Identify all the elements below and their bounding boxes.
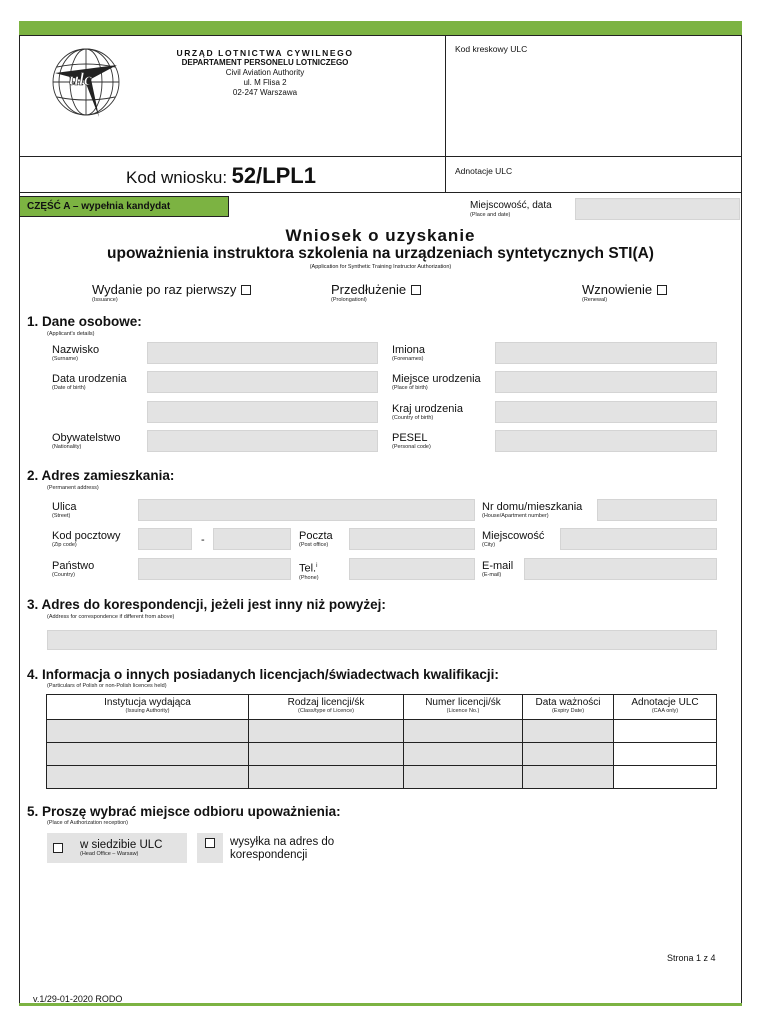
table-cell[interactable] [47, 743, 249, 766]
option-prolongation[interactable]: Przedłużenie (Prolongationl) [331, 283, 421, 304]
table-cell[interactable] [249, 766, 404, 789]
annotation-label: Adnotacje ULC [455, 166, 513, 176]
table-cell[interactable] [249, 743, 404, 766]
pob-field[interactable] [495, 371, 717, 393]
table-cell[interactable] [249, 720, 404, 743]
house-field[interactable] [597, 499, 717, 521]
issuance-checkbox[interactable] [241, 285, 251, 295]
pesel-label: PESEL (Personal code) [392, 432, 431, 450]
city-label: Miejscowość (City) [482, 530, 545, 548]
org-title: URZĄD LOTNICTWA CYWILNEGO [176, 48, 354, 58]
page-number: Strona 1 z 4 [667, 953, 716, 963]
house-label: Nr domu/mieszkania (House/Apartment number) [482, 501, 583, 519]
head-office-checkbox[interactable] [53, 843, 63, 853]
option-issuance[interactable]: Wydanie po raz pierwszy (Issuance) [92, 283, 251, 304]
table-cell[interactable] [47, 720, 249, 743]
pickup-option-head-office[interactable] [47, 833, 187, 863]
forenames-field[interactable] [495, 342, 717, 364]
top-bar [19, 21, 742, 35]
street-field[interactable] [138, 499, 475, 521]
nationality-field[interactable] [147, 430, 378, 452]
section-3-sub: (Address for correspondence if different from above) [47, 614, 175, 620]
renewal-checkbox[interactable] [657, 285, 667, 295]
section-1-sub: (Applicant's details) [47, 331, 95, 337]
section-2-sub: (Permanent address) [47, 485, 99, 491]
phone-label: Tel.$^i$ (Phone) [299, 562, 319, 581]
table-cell[interactable] [523, 766, 614, 789]
dob-label: Data urodzenia (Date of birth) [52, 373, 127, 391]
org-block [140, 48, 390, 98]
page-title-sub: (Application for Synthetic Training Instructor Authorization) [309, 264, 452, 270]
col-caa-annotations: Adnotacje ULC (CAA only) [614, 695, 717, 720]
country-field[interactable] [138, 558, 291, 580]
section-5-title: 5. Proszę wybrać miejsce odbioru upoważnienia: [27, 804, 341, 819]
zip-dash: - [201, 534, 205, 546]
table-cell-caa [614, 743, 717, 766]
street-label: Ulica (Street) [52, 501, 77, 519]
surname-label: Nazwisko (Surname) [52, 344, 100, 362]
city-field[interactable] [560, 528, 717, 550]
post-field[interactable] [349, 528, 475, 550]
section-3-title: 3. Adres do korespondencji, jeżeli jest inny niż powyżej: [27, 597, 386, 612]
bottom-bar [19, 1003, 742, 1006]
section-4-sub: (Particulars of Polish or non-Polish licences held) [47, 683, 167, 689]
place-date-field[interactable] [575, 198, 740, 220]
mail-label: wysyłka na adres do korespondencji [230, 836, 335, 861]
pickup-option-mail[interactable] [197, 833, 223, 863]
section-4-title: 4. Informacja o innych posiadanych licencjach/świadectwach kwalifikacji: [27, 667, 499, 682]
head-office-label: w siedzibie ULC (Head Office – Warsaw) [80, 839, 163, 857]
section-2-title: 2. Adres zamieszkania: [27, 468, 175, 483]
table-cell[interactable] [523, 720, 614, 743]
post-label: Poczta (Post office) [299, 530, 333, 548]
table-cell[interactable] [523, 743, 614, 766]
surname-field[interactable] [147, 342, 378, 364]
col-expiry-date: Data ważności (Expiry Date) [523, 695, 614, 720]
pesel-field[interactable] [495, 430, 717, 452]
org-dept: DEPARTAMENT PERSONELU LOTNICZEGO [181, 58, 349, 67]
application-code-label: Kod wniosku: [126, 168, 228, 187]
forenames-label: Imiona (Forenames) [392, 344, 426, 362]
zip-label: Kod pocztowy (Zip code) [52, 530, 121, 548]
org-street: ul. M Flisa 2 [243, 78, 287, 87]
header-divider-horizontal [19, 156, 742, 157]
application-code-value: 52/LPL1 [231, 163, 316, 188]
table-row [47, 743, 717, 766]
email-field[interactable] [524, 558, 717, 580]
col-licence-type: Rodzaj licencji/śk (Class/type of Licence) [249, 695, 404, 720]
col-licence-number: Numer licencji/śk (Licence No.) [404, 695, 523, 720]
section-1-title: 1. Dane osobowe: [27, 314, 142, 329]
table-cell-caa [614, 766, 717, 789]
country-label: Państwo (Country) [52, 560, 95, 578]
part-a-label: CZĘŚĆ A – wypełnia kandydat [27, 201, 171, 212]
prolongation-checkbox[interactable] [411, 285, 421, 295]
phone-field[interactable] [349, 558, 475, 580]
section-5-sub: (Place of Authorization reception) [47, 820, 129, 826]
application-code [126, 163, 316, 189]
table-cell[interactable] [404, 766, 523, 789]
licences-table-header [47, 695, 717, 720]
licences-table [46, 694, 717, 789]
mail-checkbox[interactable] [205, 838, 215, 848]
place-date-label: Miejscowość, data (Place and date) [470, 200, 552, 218]
cob-label: Kraj urodzenia (Country of birth) [392, 403, 463, 421]
org-authority: Civil Aviation Authority [225, 68, 305, 77]
table-cell-caa [614, 720, 717, 743]
table-row [47, 720, 717, 743]
col-issuing-authority: Instytucja wydająca (Issuing Authority) [47, 695, 249, 720]
version-label: v.1/29-01-2020 RODO [33, 994, 123, 1004]
cob-field[interactable] [495, 401, 717, 423]
nationality-label: Obywatelstwo (Nationality) [52, 432, 121, 450]
ulc-logo [47, 43, 125, 121]
part-a-badge [19, 196, 229, 217]
page-title-line2: upoważnienia instruktora szkolenia na urządzeniach syntetycznych STI(A) [107, 245, 654, 262]
option-renewal[interactable]: Wznowienie (Renewal) [582, 283, 667, 304]
barcode-label: Kod kreskowy ULC [455, 44, 528, 54]
page-title: Wniosek o uzyskanie [285, 226, 476, 245]
svg-text:ulc: ulc [69, 69, 93, 89]
table-cell[interactable] [404, 743, 523, 766]
header-divider-vertical [445, 35, 446, 193]
zip-field-1[interactable] [138, 528, 192, 550]
correspondence-address-field[interactable] [47, 630, 717, 650]
table-cell[interactable] [404, 720, 523, 743]
zip-field-2[interactable] [213, 528, 291, 550]
table-cell[interactable] [47, 766, 249, 789]
pob-label: Miejsce urodzenia (Place of birth) [392, 373, 481, 391]
org-city: 02-247 Warszawa [232, 88, 298, 97]
dob-extra-field[interactable] [147, 401, 378, 423]
email-label: E-mail (E-mail) [482, 560, 514, 578]
dob-field[interactable] [147, 371, 378, 393]
table-row [47, 766, 717, 789]
